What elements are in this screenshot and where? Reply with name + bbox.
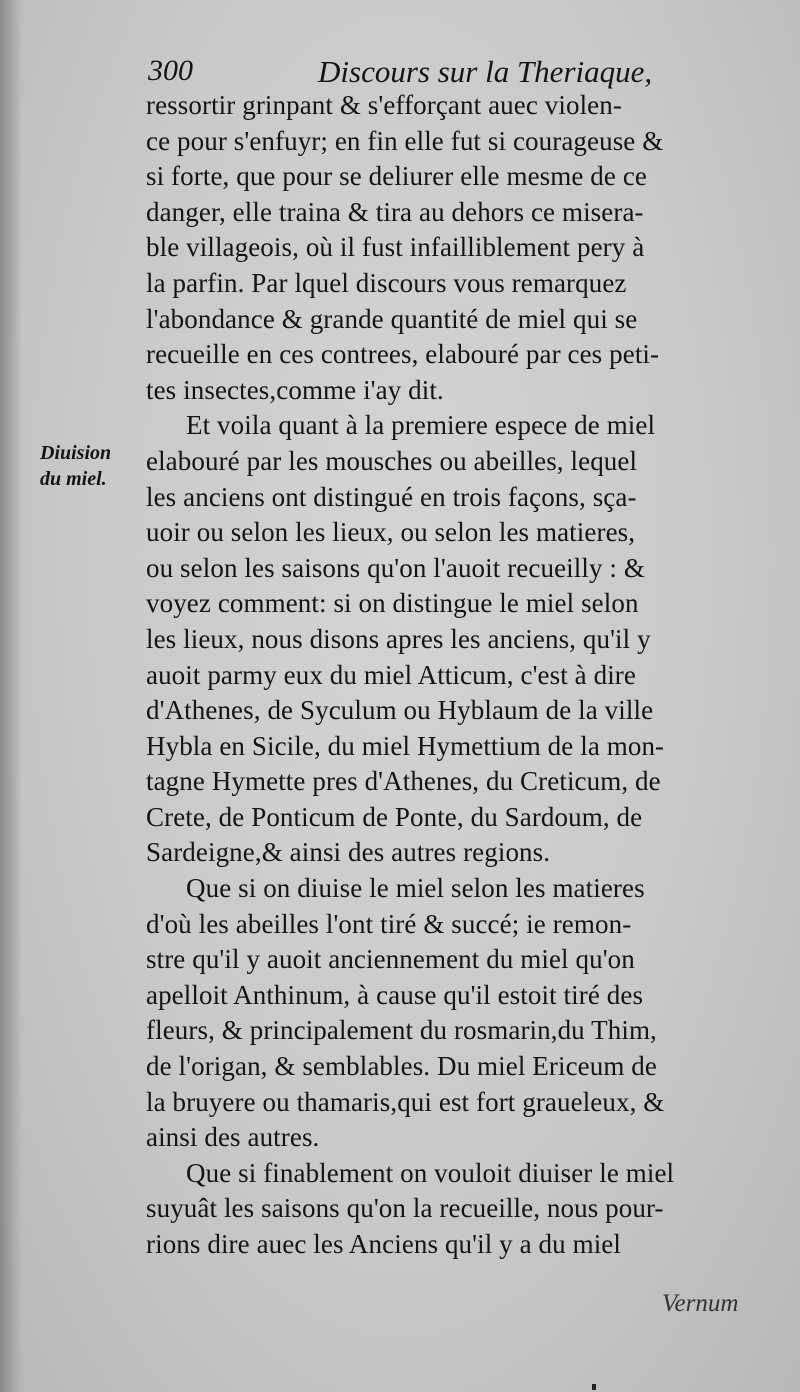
text-line: l'abondance & grande quantité de miel qui se: [146, 303, 638, 334]
page-edge-shadow: [0, 0, 22, 1392]
text-line: ble villageois, où il fust infailliblement pery à: [146, 232, 645, 263]
text-line: de l'origan, & semblables. Du miel Ericeum de: [146, 1051, 657, 1082]
text-line: voyez comment: si on distingue le miel selon: [146, 588, 639, 619]
running-title: Discours sur la Theriaque,: [318, 54, 653, 89]
text-line: d'où les abeilles l'ont tiré & succé; ie remon-: [146, 908, 632, 939]
text-line: la bruyere ou thamaris,qui est fort graueleux, &: [146, 1086, 665, 1117]
page-number: 300: [148, 54, 193, 87]
text-line: recueille en ces contrees, elabouré par ces peti-: [146, 339, 660, 370]
text-line: ce pour s'enfuyr; en fin elle fut si courageuse &: [146, 125, 664, 156]
text-line: Hybla en Sicile, du miel Hymettium de la mon-: [146, 730, 665, 761]
margin-note-line: Diuision: [40, 442, 112, 464]
text-line: Crete, de Ponticum de Ponte, du Sardoum, de: [146, 801, 643, 832]
paragraph-start-line: Et voila quant à la premiere espece de miel: [186, 410, 656, 441]
body-text: [146, 88, 766, 1263]
text-line: ainsi des autres.: [146, 1122, 320, 1153]
text-line: les lieux, nous disons apres les anciens, qu'il y: [146, 623, 651, 654]
text-line: ressortir grinpant & s'efforçant auec violen-: [146, 90, 622, 120]
paragraph-start-line: Que si on diuise le miel selon les matieres: [186, 873, 645, 904]
text-line: apelloit Anthinum, à cause qu'il estoit tiré des: [146, 979, 644, 1010]
text-line: uoir ou selon les lieux, ou selon les matieres,: [146, 517, 636, 548]
text-line: elabouré par les mousches ou abeilles, lequel: [146, 445, 638, 476]
text-line: si forte, que pour se deliurer elle mesme de ce: [146, 161, 647, 192]
text-line: d'Athenes, de Syculum ou Hyblaum de la ville: [146, 695, 654, 726]
text-line: Sardeigne,& ainsi des autres regions.: [146, 837, 551, 868]
text-line: auoit parmy eux du miel Atticum, c'est à dire: [146, 659, 636, 690]
text-line: ou selon les saisons qu'on l'auoit recueilly : &: [146, 552, 645, 583]
ink-speck: [592, 1384, 596, 1390]
text-line: tes insectes,comme i'ay dit.: [146, 374, 444, 405]
text-line: suyuât les saisons qu'on la recueille, nous pour-: [146, 1193, 664, 1224]
text-line: danger, elle traina & tira au dehors ce misera-: [146, 196, 644, 227]
text-line: tagne Hymette pres d'Athenes, du Creticum, de: [146, 766, 661, 797]
paragraph-start-line: Que si finablement on vouloit diuiser le miel: [186, 1157, 675, 1188]
text-line: les anciens ont distingué en trois façons, sça-: [146, 481, 637, 512]
text-line: stre qu'il y auoit anciennement du miel qu'on: [146, 944, 635, 975]
text-line: fleurs, & principalement du rosmarin,du Thim,: [146, 1015, 657, 1046]
margin-note: [40, 440, 140, 492]
text-line: la parfin. Par lquel discours vous remarquez: [146, 267, 627, 298]
margin-note-line: du miel.: [40, 468, 107, 490]
catchword: Vernum: [662, 1290, 739, 1317]
text-line: rions dire auec les Anciens qu'il y a du miel: [146, 1229, 621, 1259]
